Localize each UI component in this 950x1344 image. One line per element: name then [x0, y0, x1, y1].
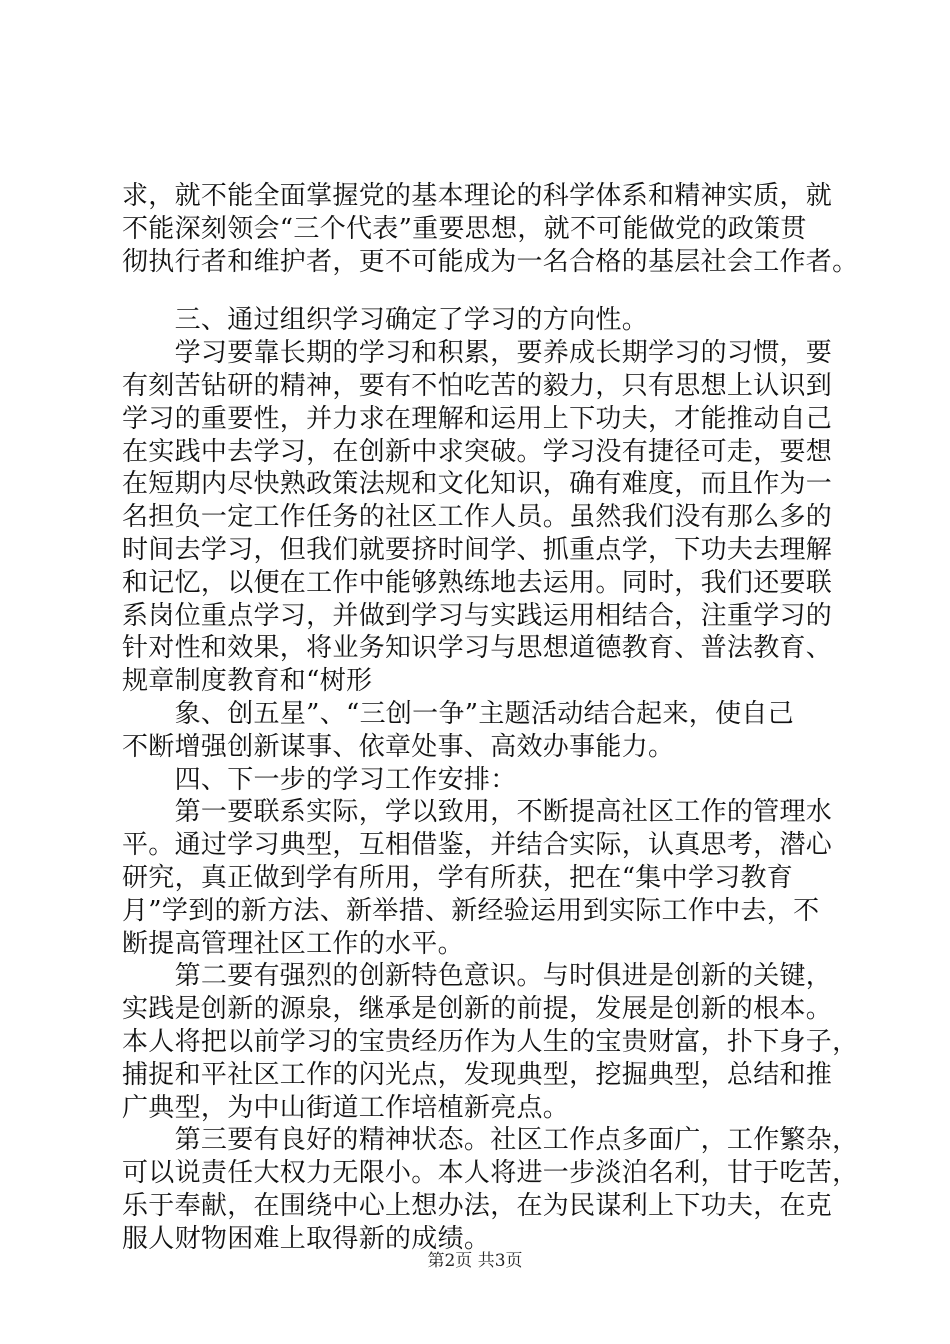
- text-line: 断提高管理社区工作的水平。: [122, 928, 464, 959]
- text-line: 有刻苦钻研的精神，要有不怕吃苦的毅力，只有思想上认识到: [122, 370, 833, 401]
- text-line: 广典型，为中山街道工作培植新亮点。: [122, 1092, 570, 1123]
- section-heading-3: 三、通过组织学习确定了学习的方向性。: [122, 305, 649, 336]
- text-line: 规章制度教育和“树形: [122, 666, 373, 697]
- text-line: 在实践中去学习，在创新中求突破。学习没有捷径可走，要想: [122, 436, 833, 467]
- text-line: 和记忆，以便在工作中能够熟练地去运用。同时，我们还要联: [122, 567, 833, 598]
- text-line: 象、创五星”、“三创一争”主题活动结合起来，使自己: [122, 698, 794, 729]
- paragraph-gap: [122, 278, 846, 304]
- document-body: [122, 180, 859, 1256]
- text-line: 学习的重要性，并力求在理解和运用上下功夫，才能推动自己: [122, 403, 833, 434]
- text-line: 服人财物困难上取得新的成绩。: [122, 1223, 491, 1254]
- text-line: 本人将把以前学习的宝贵经历作为人生的宝贵财富，扑下身子，: [122, 1026, 859, 1057]
- section-heading-4: 四、下一步的学习工作安排：: [122, 764, 517, 795]
- text-line: 可以说责任大权力无限小。本人将进一步淡泊名利，甘于吃苦，: [122, 1158, 859, 1189]
- text-line: 第二要有强烈的创新特色意识。与时俱进是创新的关键，: [122, 961, 833, 992]
- text-line: 时间去学习，但我们就要挤时间学、抓重点学，下功夫去理解: [122, 534, 833, 565]
- text-line: 月”学到的新方法、新举措、新经验运用到实际工作中去，不: [122, 895, 820, 926]
- text-line: 捕捉和平社区工作的闪光点，发现典型，挖掘典型，总结和推: [122, 1059, 833, 1090]
- text-line: 第一要联系实际，学以致用，不断提高社区工作的管理水: [122, 797, 833, 828]
- text-line: 乐于奉献，在围绕中心上想办法，在为民谋利上下功夫，在克: [122, 1190, 833, 1221]
- text-line: 系岗位重点学习，并做到学习与实践运用相结合，注重学习的: [122, 600, 833, 631]
- text-line: 彻执行者和维护者，更不可能成为一名合格的基层社会工作者。: [122, 246, 859, 277]
- text-line: 学习要靠长期的学习和积累，要养成长期学习的习惯，要: [122, 338, 833, 369]
- text-line: 在短期内尽快熟政策法规和文化知识，确有难度，而且作为一: [122, 469, 833, 500]
- text-line: 针对性和效果，将业务知识学习与思想道德教育、普法教育、: [122, 633, 833, 664]
- text-line: 实践是创新的源泉，继承是创新的前提，发展是创新的根本。: [122, 994, 833, 1025]
- text-line: 名担负一定工作任务的社区工作人员。虽然我们没有那么多的: [122, 502, 833, 533]
- text-line: 不能深刻领会“三个代表”重要思想，就不可能做党的政策贯: [122, 213, 807, 244]
- text-line: 第三要有良好的精神状态。社区工作点多面广，工作繁杂，: [122, 1125, 859, 1156]
- text-line: 研究，真正做到学有所用，学有所获，把在“集中学习教育: [122, 862, 794, 893]
- text-line: 不断增强创新谋事、依章处事、高效办事能力。: [122, 731, 675, 762]
- text-line: 求，就不能全面掌握党的基本理论的科学体系和精神实质，就: [122, 181, 833, 211]
- text-line: 平。通过学习典型，互相借鉴，并结合实际，认真思考，潜心: [122, 830, 833, 861]
- page-number-footer: 第2页 共3页: [427, 1251, 523, 1271]
